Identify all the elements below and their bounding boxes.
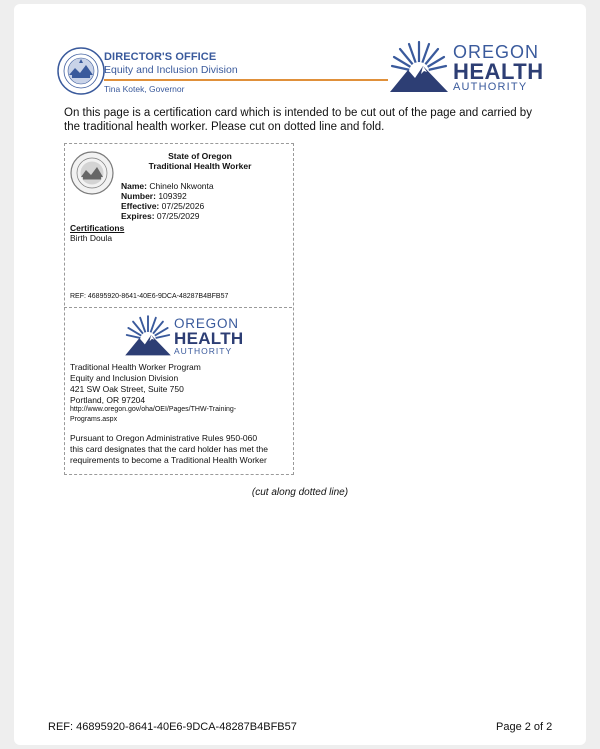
page-number: Page 2 of 2 [496,721,553,733]
card-number-row [121,191,187,201]
oha-sunburst-icon [125,313,171,357]
division-name: Equity and Inclusion Division [104,64,238,76]
logo-oregon: OREGON [453,42,540,62]
oregon-seal-icon [57,47,105,95]
logo-authority: AUTHORITY [174,346,233,356]
header-divider [104,79,388,81]
logo-health: HEALTH [174,329,244,348]
address-line-1: 421 SW Oak Street, Suite 750 [70,384,184,394]
card-number: 109392 [158,191,187,201]
address-line-2: Portland, OR 97204 [70,395,146,405]
expires-label: Expires: [121,211,155,221]
holder-name: Chinelo Nkwonta [149,181,214,191]
intro-text: On this page is a certification card which is intended to be cut out of the page and carried by the traditional health worker. Please cut on dotted line and fold. [64,107,532,133]
certifications-heading: Certifications [70,223,125,233]
statement-line-3: requirements to become a Traditional Health Worker [70,455,267,465]
logo-health: HEALTH [453,59,544,84]
expires-date: 07/25/2029 [156,211,200,221]
card-expires-row [121,211,199,221]
program-url-line-2: Programs.aspx [70,416,118,423]
statement-line-2: this card designates that the card holder has met the [70,444,268,454]
governor-name: Tina Kotek, Governor [104,84,185,94]
card-effective-row [121,201,204,211]
card-oha-logo [125,313,244,357]
effective-date: 07/25/2026 [161,201,205,211]
footer-ref: REF: 46895920-8641-40E6-9DCA-48287B4BFB57 [48,721,297,733]
card-ref: REF: 46895920-8641-40E6-9DCA-48287B4BFB57 [70,293,229,300]
logo-oregon: OREGON [174,316,239,331]
certification-value: Birth Doula [70,233,113,243]
back-division: Equity and Inclusion Division [70,373,179,383]
effective-label: Effective: [121,201,160,211]
program-url-line-1: http://www.oregon.gov/oha/OEI/Pages/THW-Training- [70,406,237,413]
number-label: Number: [121,191,156,201]
name-label: Name: [121,181,147,191]
oha-logo [390,38,544,94]
card-fold-line [64,307,292,308]
cut-instruction: (cut along dotted line) [251,487,349,498]
office-title: DIRECTOR'S OFFICE [104,51,217,63]
card-state: State of Oregon [168,151,232,161]
oha-sunburst-icon [390,38,448,94]
card-title: Traditional Health Worker [148,161,252,171]
program-name: Traditional Health Worker Program [70,362,201,372]
card-seal-icon [70,151,114,195]
card-name-row [121,181,214,191]
statement-line-1: Pursuant to Oregon Administrative Rules 950-060 [70,433,258,443]
logo-authority: AUTHORITY [453,81,528,93]
